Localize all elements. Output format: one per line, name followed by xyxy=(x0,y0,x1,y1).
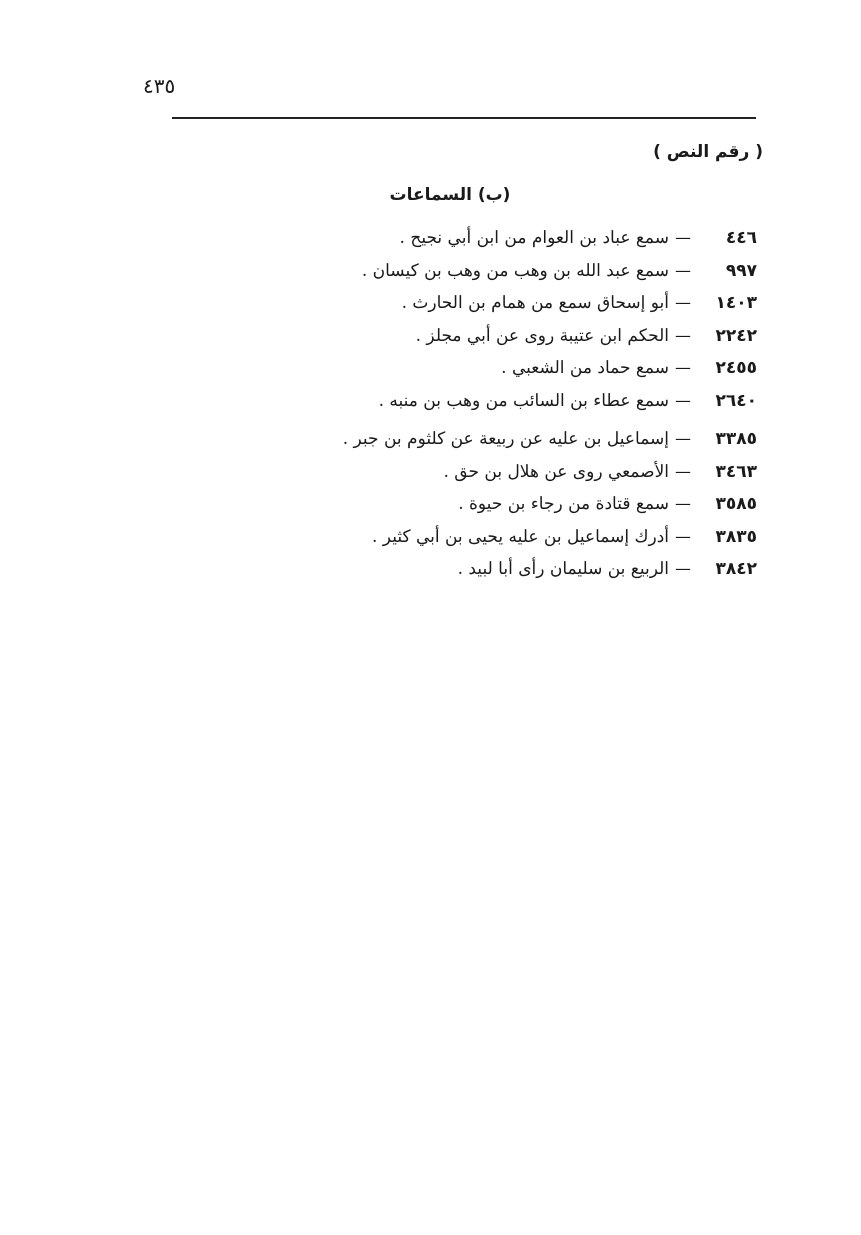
entry-text: سمع قتادة من رجاء بن حيوة . xyxy=(458,494,669,514)
entry-text: أبو إسحاق سمع من همام بن الحارث . xyxy=(401,293,669,313)
entry-number: ٢٢٤٢ xyxy=(715,325,757,346)
entry-text: سمع عبد الله بن وهب من وهب بن كيسان . xyxy=(361,260,669,281)
list-item xyxy=(297,462,757,495)
entry-dash: — xyxy=(675,429,691,448)
entry-text: سمع حماد من الشعبي . xyxy=(501,358,669,378)
entry-number: ٣٥٨٥ xyxy=(715,494,757,514)
entry-text: سمع عباد بن العوام من ابن أبي نجيح . xyxy=(399,228,669,248)
section-label: ( رقم النص ) xyxy=(653,142,763,162)
section-heading: (ب) السماعات xyxy=(389,185,511,205)
entry-number: ٢٤٥٥ xyxy=(715,358,757,378)
list-item xyxy=(297,228,757,261)
entries-list xyxy=(297,228,757,592)
entry-dash: — xyxy=(675,260,691,280)
header-rule xyxy=(172,117,756,119)
entry-text: الحكم ابن عتيبة روى عن أبي مجلز . xyxy=(415,325,669,346)
entry-number: ٣٤٦٣ xyxy=(715,461,757,482)
entry-dash: — xyxy=(675,228,691,247)
list-item xyxy=(297,358,757,391)
list-item xyxy=(297,527,757,560)
entry-number: ٩٩٧ xyxy=(725,260,757,281)
entry-dash: — xyxy=(675,494,691,513)
entry-text: سمع عطاء بن السائب من وهب بن منبه . xyxy=(378,390,669,411)
entry-text: أدرك إسماعيل بن عليه يحيى بن أبي كثير . xyxy=(372,526,669,547)
entry-dash: — xyxy=(675,358,691,377)
list-item xyxy=(297,429,757,462)
entry-number: ٢٦٤٠ xyxy=(715,390,757,411)
page-number: ٤٣٥ xyxy=(143,74,176,98)
entry-number: ٤٤٦ xyxy=(725,228,757,248)
list-item xyxy=(297,494,757,527)
entry-number: ٣٨٣٥ xyxy=(715,526,757,547)
entry-dash: — xyxy=(675,325,691,345)
list-item xyxy=(297,391,757,424)
entry-number: ٣٣٨٥ xyxy=(715,429,757,449)
entry-dash: — xyxy=(675,526,691,546)
list-item xyxy=(297,261,757,294)
entry-number: ١٤٠٣ xyxy=(715,293,757,313)
entry-dash: — xyxy=(675,390,691,410)
entry-number: ٣٨٤٢ xyxy=(715,559,757,579)
list-item xyxy=(297,326,757,359)
entry-dash: — xyxy=(675,559,691,578)
list-item xyxy=(297,559,757,592)
entry-text: إسماعيل بن عليه عن ربيعة عن كلثوم بن جبر . xyxy=(342,429,669,449)
entry-dash: — xyxy=(675,461,691,481)
entry-text: الأصمعي روى عن هلال بن حق . xyxy=(443,461,669,482)
entry-dash: — xyxy=(675,293,691,312)
entry-text: الربيع بن سليمان رأى أبا لبيد . xyxy=(457,559,669,579)
list-item xyxy=(297,293,757,326)
